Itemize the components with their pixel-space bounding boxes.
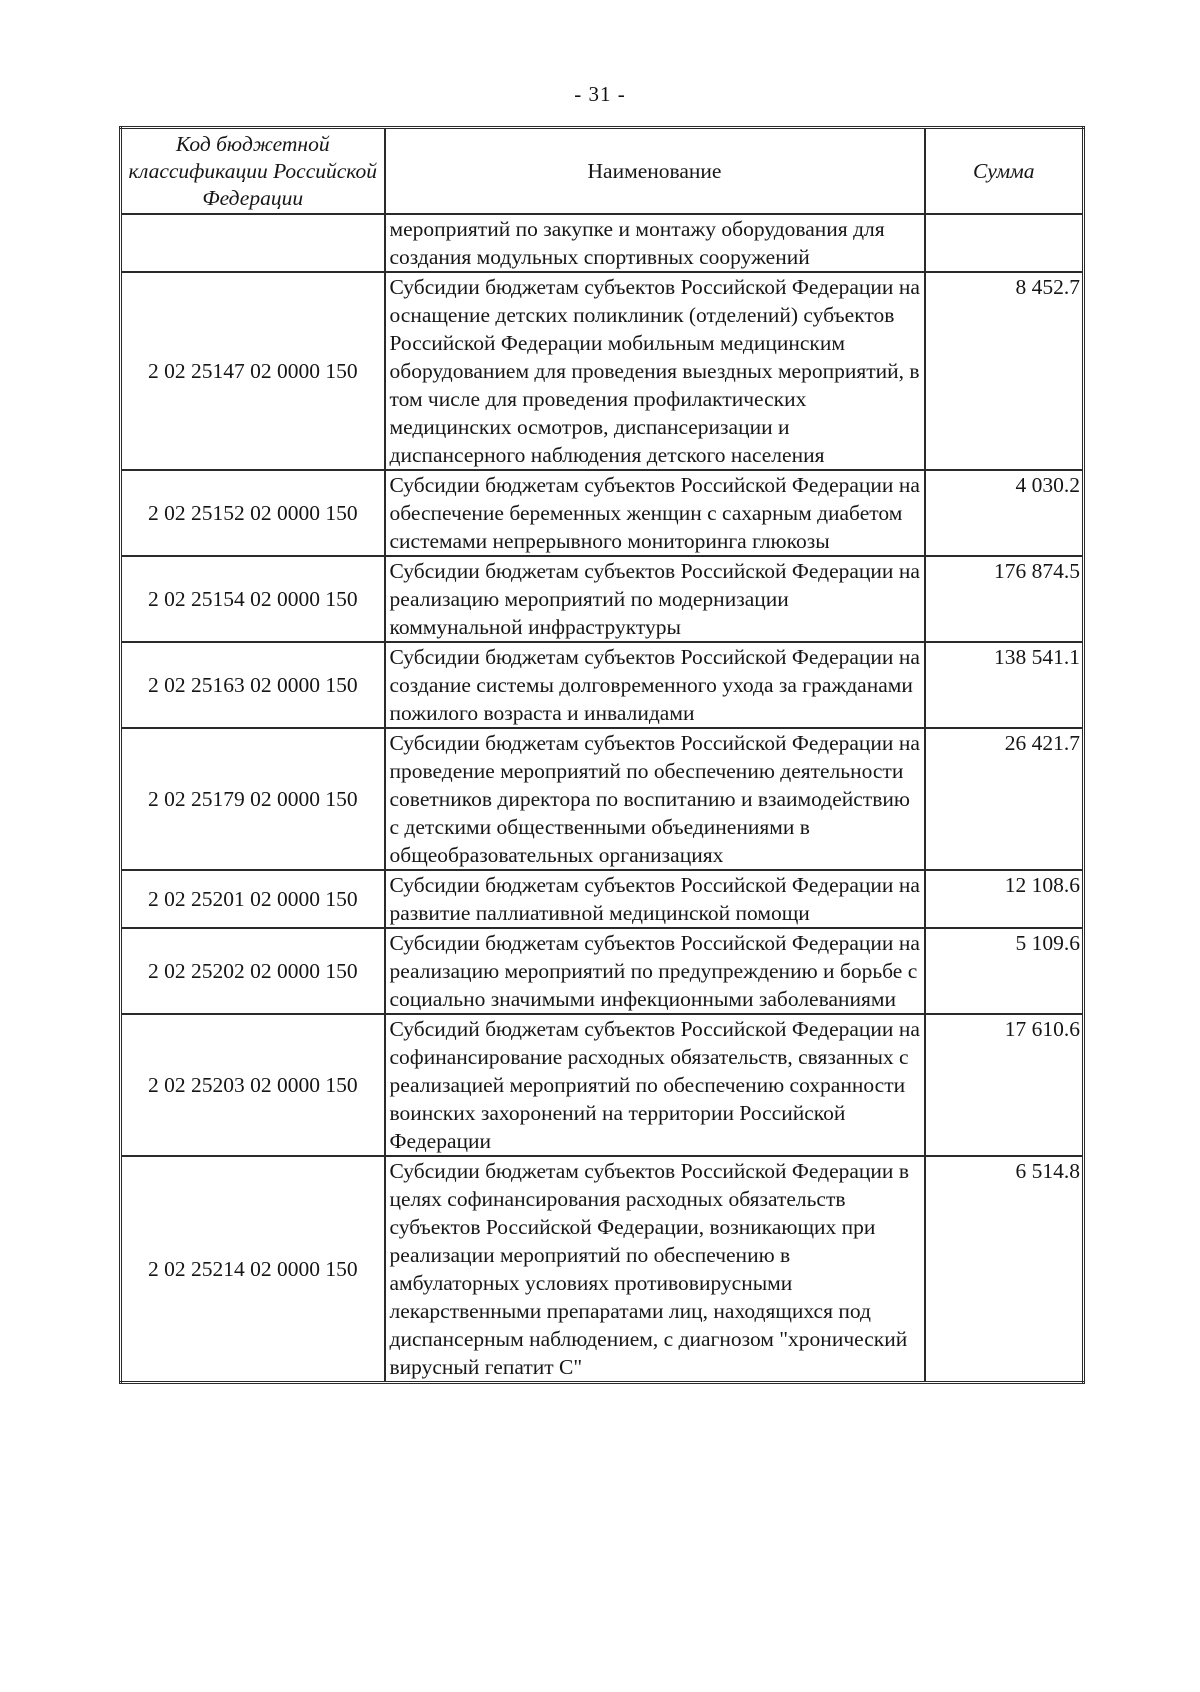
row-name: Субсидий бюджетам субъектов Российской Федерации на софинансирование расходных обязательств, связанных с реализацией мероприятий по обеспечению сохранности воинских захоронений на территории Российской Федерации [385, 1014, 925, 1156]
row-code: 2 02 25152 02 0000 150 [121, 470, 385, 556]
row-name: Субсидии бюджетам субъектов Российской Федерации в целях софинансирования расходных обязательств субъектов Российской Федерации, возникающих при реализации мероприятий по обеспечению в амбулаторных условиях противовирусными лекарственными препаратами лиц, находящихся под диспансерным наблюдением, с диагнозом "хронический вирусный гепатит С" [385, 1156, 925, 1383]
row-amount: 138 541.1 [925, 642, 1084, 728]
table-row [121, 214, 1084, 272]
row-amount: 17 610.6 [925, 1014, 1084, 1156]
table-row [121, 556, 1084, 642]
row-name: Субсидии бюджетам субъектов Российской Федерации на оснащение детских поликлиник (отделений) субъектов Российской Федерации мобильным медицинским оборудованием для проведения выездных мероприятий, в том числе для проведения профилактических медицинских осмотров, диспансеризации и диспансерного наблюдения детского населения [385, 272, 925, 470]
row-code: 2 02 25179 02 0000 150 [121, 728, 385, 870]
header-code: Код бюджетной классификации Российской Федерации [121, 128, 385, 215]
row-code: 2 02 25163 02 0000 150 [121, 642, 385, 728]
table-row [121, 1014, 1084, 1156]
row-amount: 8 452.7 [925, 272, 1084, 470]
row-code: 2 02 25214 02 0000 150 [121, 1156, 385, 1383]
table-row [121, 728, 1084, 870]
table-row [121, 1156, 1084, 1383]
row-amount: 6 514.8 [925, 1156, 1084, 1383]
row-amount: 176 874.5 [925, 556, 1084, 642]
row-name: мероприятий по закупке и монтажу оборудования для создания модульных спортивных сооружений [385, 214, 925, 272]
header-name: Наименование [385, 128, 925, 215]
row-name: Субсидии бюджетам субъектов Российской Федерации на проведение мероприятий по обеспечению деятельности советников директора по воспитанию и взаимодействию с детскими общественными объединениями в общеобразовательных организациях [385, 728, 925, 870]
table-row [121, 928, 1084, 1014]
row-amount: 4 030.2 [925, 470, 1084, 556]
header-amount: Сумма [925, 128, 1084, 215]
row-name: Субсидии бюджетам субъектов Российской Федерации на развитие паллиативной медицинской помощи [385, 870, 925, 928]
row-code [121, 214, 385, 272]
table-row [121, 870, 1084, 928]
row-amount [925, 214, 1084, 272]
row-code: 2 02 25154 02 0000 150 [121, 556, 385, 642]
row-code: 2 02 25201 02 0000 150 [121, 870, 385, 928]
table-row [121, 272, 1084, 470]
row-name: Субсидии бюджетам субъектов Российской Федерации на реализацию мероприятий по предупреждению и борьбе с социально значимыми инфекционными заболеваниями [385, 928, 925, 1014]
table-header-row [121, 128, 1084, 215]
row-name: Субсидии бюджетам субъектов Российской Федерации на реализацию мероприятий по модернизации коммунальной инфраструктуры [385, 556, 925, 642]
page-number: - 31 - [574, 82, 626, 106]
table-row [121, 470, 1084, 556]
table-row [121, 642, 1084, 728]
row-code: 2 02 25203 02 0000 150 [121, 1014, 385, 1156]
row-amount: 5 109.6 [925, 928, 1084, 1014]
row-code: 2 02 25147 02 0000 150 [121, 272, 385, 470]
budget-table [119, 126, 1085, 1384]
row-code: 2 02 25202 02 0000 150 [121, 928, 385, 1014]
row-amount: 26 421.7 [925, 728, 1084, 870]
row-amount: 12 108.6 [925, 870, 1084, 928]
row-name: Субсидии бюджетам субъектов Российской Федерации на создание системы долговременного ухода за гражданами пожилого возраста и инвалидами [385, 642, 925, 728]
row-name: Субсидии бюджетам субъектов Российской Федерации на обеспечение беременных женщин с сахарным диабетом системами непрерывного мониторинга глюкозы [385, 470, 925, 556]
